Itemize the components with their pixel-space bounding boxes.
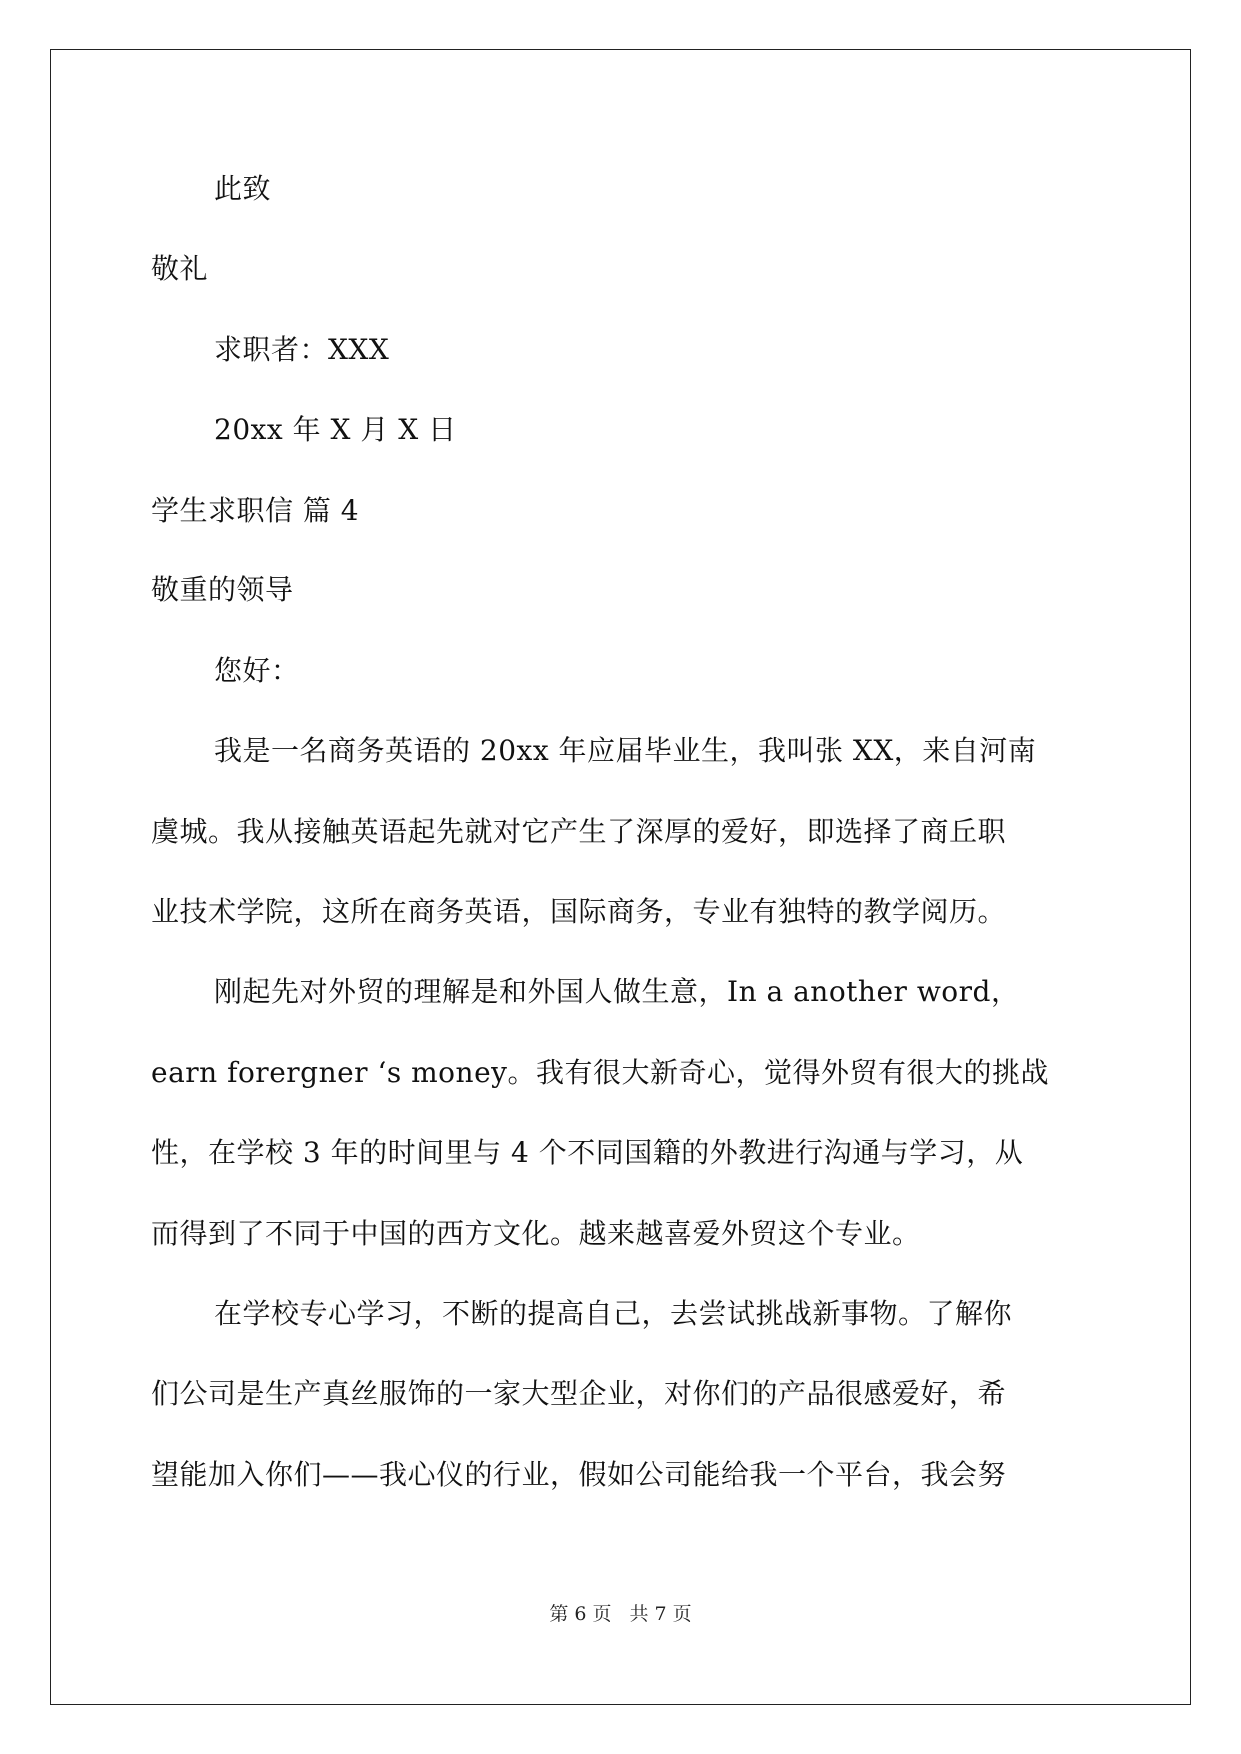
page-number: 第 6 页 (549, 1603, 612, 1625)
page-footer (0, 1602, 1241, 1626)
addressee: 敬重的领导 (151, 573, 294, 606)
paragraph-line: 性，在学校 3 年的时间里与 4 个不同国籍的外教进行沟通与学习，从 (151, 1136, 1024, 1169)
closing-regards: 敬礼 (151, 252, 209, 285)
signature: 求职者：XXX (214, 333, 390, 366)
paragraph-line: 在学校专心学习，不断的提高自己，去尝试挑战新事物。了解你 (214, 1297, 1013, 1330)
closing-salutation: 此致 (214, 172, 272, 205)
greeting: 您好： (214, 654, 300, 687)
paragraph-line: 虞城。我从接触英语起先就对它产生了深厚的爱好，即选择了商丘职 (151, 815, 1007, 848)
paragraph-line: 望能加入你们——我心仪的行业，假如公司能给我一个平台，我会努 (151, 1458, 1007, 1491)
paragraph-line: 而得到了不同于中国的西方文化。越来越喜爱外贸这个专业。 (151, 1217, 921, 1250)
section-heading: 学生求职信 篇 4 (151, 494, 360, 527)
paragraph-line: 们公司是生产真丝服饰的一家大型企业，对你们的产品很感爱好，希 (151, 1377, 1007, 1410)
paragraph-line: 我是一名商务英语的 20xx 年应届毕业生，我叫张 XX，来自河南 (214, 734, 1037, 767)
paragraph-line: 刚起先对外贸的理解是和外国人做生意，In a another word， (214, 975, 1020, 1008)
paragraph-line: earn forergner ‘s money。我有很大新奇心，觉得外贸有很大的挑战 (151, 1056, 1049, 1089)
letter-date: 20xx 年 X 月 X 日 (214, 413, 457, 446)
paragraph-line: 业技术学院，这所在商务英语，国际商务，专业有独特的教学阅历。 (151, 895, 1007, 928)
page-total: 共 7 页 (629, 1603, 692, 1625)
